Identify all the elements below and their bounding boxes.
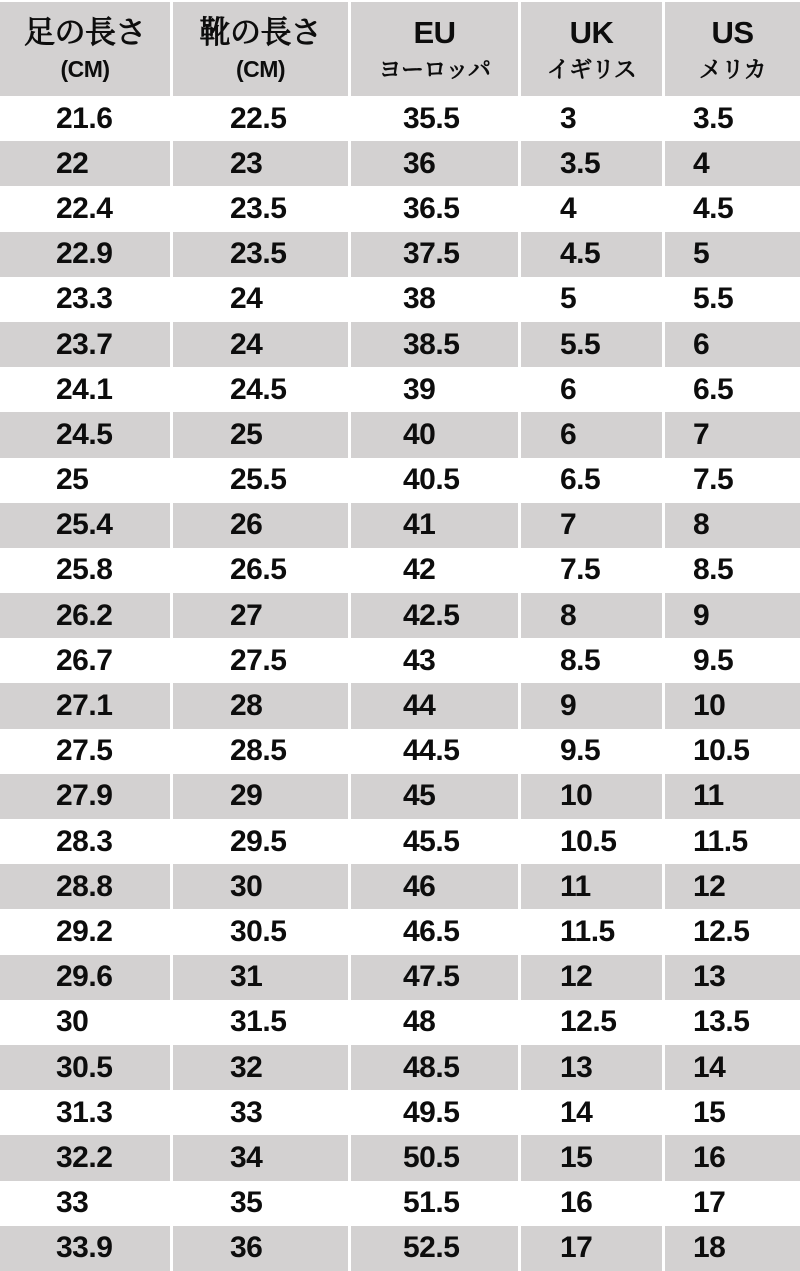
table-cell: 22.9 bbox=[56, 237, 113, 271]
column-header-shoe-length bbox=[170, 2, 348, 96]
column-title: UK bbox=[569, 15, 614, 50]
table-cell: 22.4 bbox=[56, 191, 113, 225]
table-cell: 6.5 bbox=[518, 458, 662, 503]
table-cell: 30 bbox=[170, 864, 348, 909]
table-cell: 30 bbox=[56, 1005, 89, 1039]
table-cell: 26.2 bbox=[56, 598, 113, 632]
column-title: US bbox=[711, 15, 754, 50]
table-cell: 16 bbox=[518, 1181, 662, 1226]
table-cell: 6 bbox=[662, 322, 800, 367]
table-cell: 33 bbox=[170, 1090, 348, 1135]
table-cell: 45.5 bbox=[348, 819, 518, 864]
table-cell: 11.5 bbox=[662, 819, 800, 864]
table-row bbox=[0, 909, 800, 954]
table-row bbox=[0, 1135, 800, 1180]
table-row bbox=[0, 1090, 800, 1135]
table-cell: 23.3 bbox=[56, 282, 113, 316]
table-row bbox=[0, 683, 800, 728]
table-cell: 10 bbox=[518, 774, 662, 819]
table-body bbox=[0, 96, 800, 1271]
table-cell: 29 bbox=[170, 774, 348, 819]
table-row bbox=[0, 277, 800, 322]
table-cell: 28.5 bbox=[170, 729, 348, 774]
table-cell: 17 bbox=[662, 1181, 800, 1226]
table-cell: 27.5 bbox=[56, 734, 113, 768]
table-cell: 16 bbox=[662, 1135, 800, 1180]
table-row bbox=[0, 232, 800, 277]
table-cell: 42 bbox=[348, 548, 518, 593]
column-subtitle: メリカ bbox=[698, 56, 767, 82]
column-subtitle: (CM) bbox=[235, 56, 286, 82]
table-cell: 24 bbox=[170, 277, 348, 322]
table-cell: 15 bbox=[662, 1090, 800, 1135]
table-cell: 8 bbox=[518, 593, 662, 638]
table-cell: 45 bbox=[348, 774, 518, 819]
table-cell: 12 bbox=[662, 864, 800, 909]
table-row bbox=[0, 819, 800, 864]
table-cell: 24.5 bbox=[56, 417, 113, 451]
table-cell: 13.5 bbox=[662, 1000, 800, 1045]
table-cell: 3 bbox=[518, 96, 662, 141]
table-row bbox=[0, 322, 800, 367]
table-cell: 36.5 bbox=[348, 186, 518, 231]
table-row bbox=[0, 141, 800, 186]
table-cell: 9 bbox=[662, 593, 800, 638]
table-row bbox=[0, 729, 800, 774]
table-cell: 11 bbox=[662, 774, 800, 819]
table-cell: 4 bbox=[662, 141, 800, 186]
table-row bbox=[0, 548, 800, 593]
table-cell: 44 bbox=[348, 683, 518, 728]
table-cell: 3.5 bbox=[518, 141, 662, 186]
table-cell: 17 bbox=[518, 1226, 662, 1271]
table-cell: 42.5 bbox=[348, 593, 518, 638]
table-cell: 33 bbox=[56, 1186, 89, 1220]
table-cell: 50.5 bbox=[348, 1135, 518, 1180]
table-cell: 27.1 bbox=[56, 689, 113, 723]
table-cell: 37.5 bbox=[348, 232, 518, 277]
table-cell: 7 bbox=[662, 412, 800, 457]
table-row bbox=[0, 458, 800, 503]
table-cell: 26.5 bbox=[170, 548, 348, 593]
table-cell: 22.5 bbox=[170, 96, 348, 141]
table-cell: 51.5 bbox=[348, 1181, 518, 1226]
table-cell: 4.5 bbox=[518, 232, 662, 277]
table-cell: 10.5 bbox=[518, 819, 662, 864]
table-cell: 8.5 bbox=[518, 638, 662, 683]
table-cell: 5.5 bbox=[662, 277, 800, 322]
table-cell: 29.6 bbox=[56, 960, 113, 994]
table-cell: 29.2 bbox=[56, 914, 113, 948]
column-header-eu bbox=[348, 2, 518, 96]
table-cell: 15 bbox=[518, 1135, 662, 1180]
table-cell: 30.5 bbox=[170, 909, 348, 954]
table-cell: 31.5 bbox=[170, 1000, 348, 1045]
table-row bbox=[0, 412, 800, 457]
table-cell: 23.5 bbox=[170, 186, 348, 231]
table-cell: 49.5 bbox=[348, 1090, 518, 1135]
table-cell: 28.3 bbox=[56, 824, 113, 858]
table-cell: 46.5 bbox=[348, 909, 518, 954]
table-cell: 32.2 bbox=[56, 1140, 113, 1174]
table-cell: 25 bbox=[170, 412, 348, 457]
table-cell: 23.5 bbox=[170, 232, 348, 277]
table-cell: 40.5 bbox=[348, 458, 518, 503]
table-cell: 4 bbox=[518, 186, 662, 231]
table-cell: 27 bbox=[170, 593, 348, 638]
table-cell: 10.5 bbox=[662, 729, 800, 774]
table-cell: 7.5 bbox=[518, 548, 662, 593]
table-cell: 9 bbox=[518, 683, 662, 728]
table-cell: 11.5 bbox=[518, 909, 662, 954]
table-cell: 13 bbox=[662, 955, 800, 1000]
table-cell: 52.5 bbox=[348, 1226, 518, 1271]
table-cell: 3.5 bbox=[662, 96, 800, 141]
table-row bbox=[0, 96, 800, 141]
table-cell: 7 bbox=[518, 503, 662, 548]
table-cell: 40 bbox=[348, 412, 518, 457]
table-cell: 43 bbox=[348, 638, 518, 683]
table-cell: 26.7 bbox=[56, 643, 113, 677]
table-cell: 4.5 bbox=[662, 186, 800, 231]
table-cell: 25.8 bbox=[56, 553, 113, 587]
table-row bbox=[0, 774, 800, 819]
table-row bbox=[0, 1000, 800, 1045]
table-cell: 38 bbox=[348, 277, 518, 322]
column-subtitle: イギリス bbox=[546, 56, 637, 82]
table-cell: 9.5 bbox=[518, 729, 662, 774]
column-header-uk bbox=[518, 2, 662, 96]
table-cell: 24.1 bbox=[56, 372, 113, 406]
table-cell: 5.5 bbox=[518, 322, 662, 367]
table-cell: 6 bbox=[518, 367, 662, 412]
table-cell: 25.5 bbox=[170, 458, 348, 503]
table-cell: 22 bbox=[56, 146, 89, 180]
table-cell: 39 bbox=[348, 367, 518, 412]
table-cell: 24.5 bbox=[170, 367, 348, 412]
table-row bbox=[0, 864, 800, 909]
table-cell: 6 bbox=[518, 412, 662, 457]
table-cell: 21.6 bbox=[56, 101, 113, 135]
table-row bbox=[0, 367, 800, 412]
table-cell: 6.5 bbox=[662, 367, 800, 412]
table-row bbox=[0, 503, 800, 548]
table-cell: 30.5 bbox=[56, 1050, 113, 1084]
table-cell: 41 bbox=[348, 503, 518, 548]
table-cell: 35.5 bbox=[348, 96, 518, 141]
table-cell: 36 bbox=[348, 141, 518, 186]
column-subtitle: (CM) bbox=[60, 56, 110, 82]
table-cell: 11 bbox=[518, 864, 662, 909]
table-cell: 47.5 bbox=[348, 955, 518, 1000]
table-cell: 25.4 bbox=[56, 508, 113, 542]
table-cell: 25 bbox=[56, 463, 89, 497]
table-cell: 33.9 bbox=[56, 1231, 113, 1265]
column-header-foot-length bbox=[0, 2, 170, 96]
table-cell: 5 bbox=[518, 277, 662, 322]
table-cell: 9.5 bbox=[662, 638, 800, 683]
table-cell: 8.5 bbox=[662, 548, 800, 593]
table-cell: 23.7 bbox=[56, 327, 113, 361]
table-cell: 36 bbox=[170, 1226, 348, 1271]
table-cell: 38.5 bbox=[348, 322, 518, 367]
table-cell: 10 bbox=[662, 683, 800, 728]
column-subtitle: ヨーロッパ bbox=[378, 56, 491, 82]
table-row bbox=[0, 1226, 800, 1271]
table-cell: 27.5 bbox=[170, 638, 348, 683]
table-row bbox=[0, 955, 800, 1000]
table-cell: 48.5 bbox=[348, 1045, 518, 1090]
table-cell: 12 bbox=[518, 955, 662, 1000]
table-cell: 46 bbox=[348, 864, 518, 909]
table-cell: 48 bbox=[348, 1000, 518, 1045]
table-cell: 23 bbox=[170, 141, 348, 186]
table-cell: 27.9 bbox=[56, 779, 113, 813]
table-cell: 24 bbox=[170, 322, 348, 367]
table-cell: 7.5 bbox=[662, 458, 800, 503]
table-row bbox=[0, 593, 800, 638]
table-cell: 18 bbox=[662, 1226, 800, 1271]
table-cell: 32 bbox=[170, 1045, 348, 1090]
column-header-us bbox=[662, 2, 800, 96]
table-cell: 5 bbox=[662, 232, 800, 277]
table-cell: 28 bbox=[170, 683, 348, 728]
table-cell: 35 bbox=[170, 1181, 348, 1226]
table-cell: 29.5 bbox=[170, 819, 348, 864]
table-cell: 8 bbox=[662, 503, 800, 548]
table-row bbox=[0, 638, 800, 683]
table-row bbox=[0, 1045, 800, 1090]
table-cell: 12.5 bbox=[518, 1000, 662, 1045]
table-cell: 28.8 bbox=[56, 869, 113, 903]
table-cell: 31.3 bbox=[56, 1095, 113, 1129]
table-cell: 13 bbox=[518, 1045, 662, 1090]
table-cell: 14 bbox=[518, 1090, 662, 1135]
column-title: 靴の長さ bbox=[199, 15, 322, 50]
table-header-row bbox=[0, 0, 800, 96]
table-row bbox=[0, 1181, 800, 1226]
table-row bbox=[0, 186, 800, 231]
table-cell: 44.5 bbox=[348, 729, 518, 774]
column-title: 足の長さ bbox=[24, 15, 146, 50]
table-cell: 34 bbox=[170, 1135, 348, 1180]
column-title: EU bbox=[413, 15, 456, 50]
table-cell: 26 bbox=[170, 503, 348, 548]
table-cell: 14 bbox=[662, 1045, 800, 1090]
table-cell: 31 bbox=[170, 955, 348, 1000]
table-cell: 12.5 bbox=[662, 909, 800, 954]
